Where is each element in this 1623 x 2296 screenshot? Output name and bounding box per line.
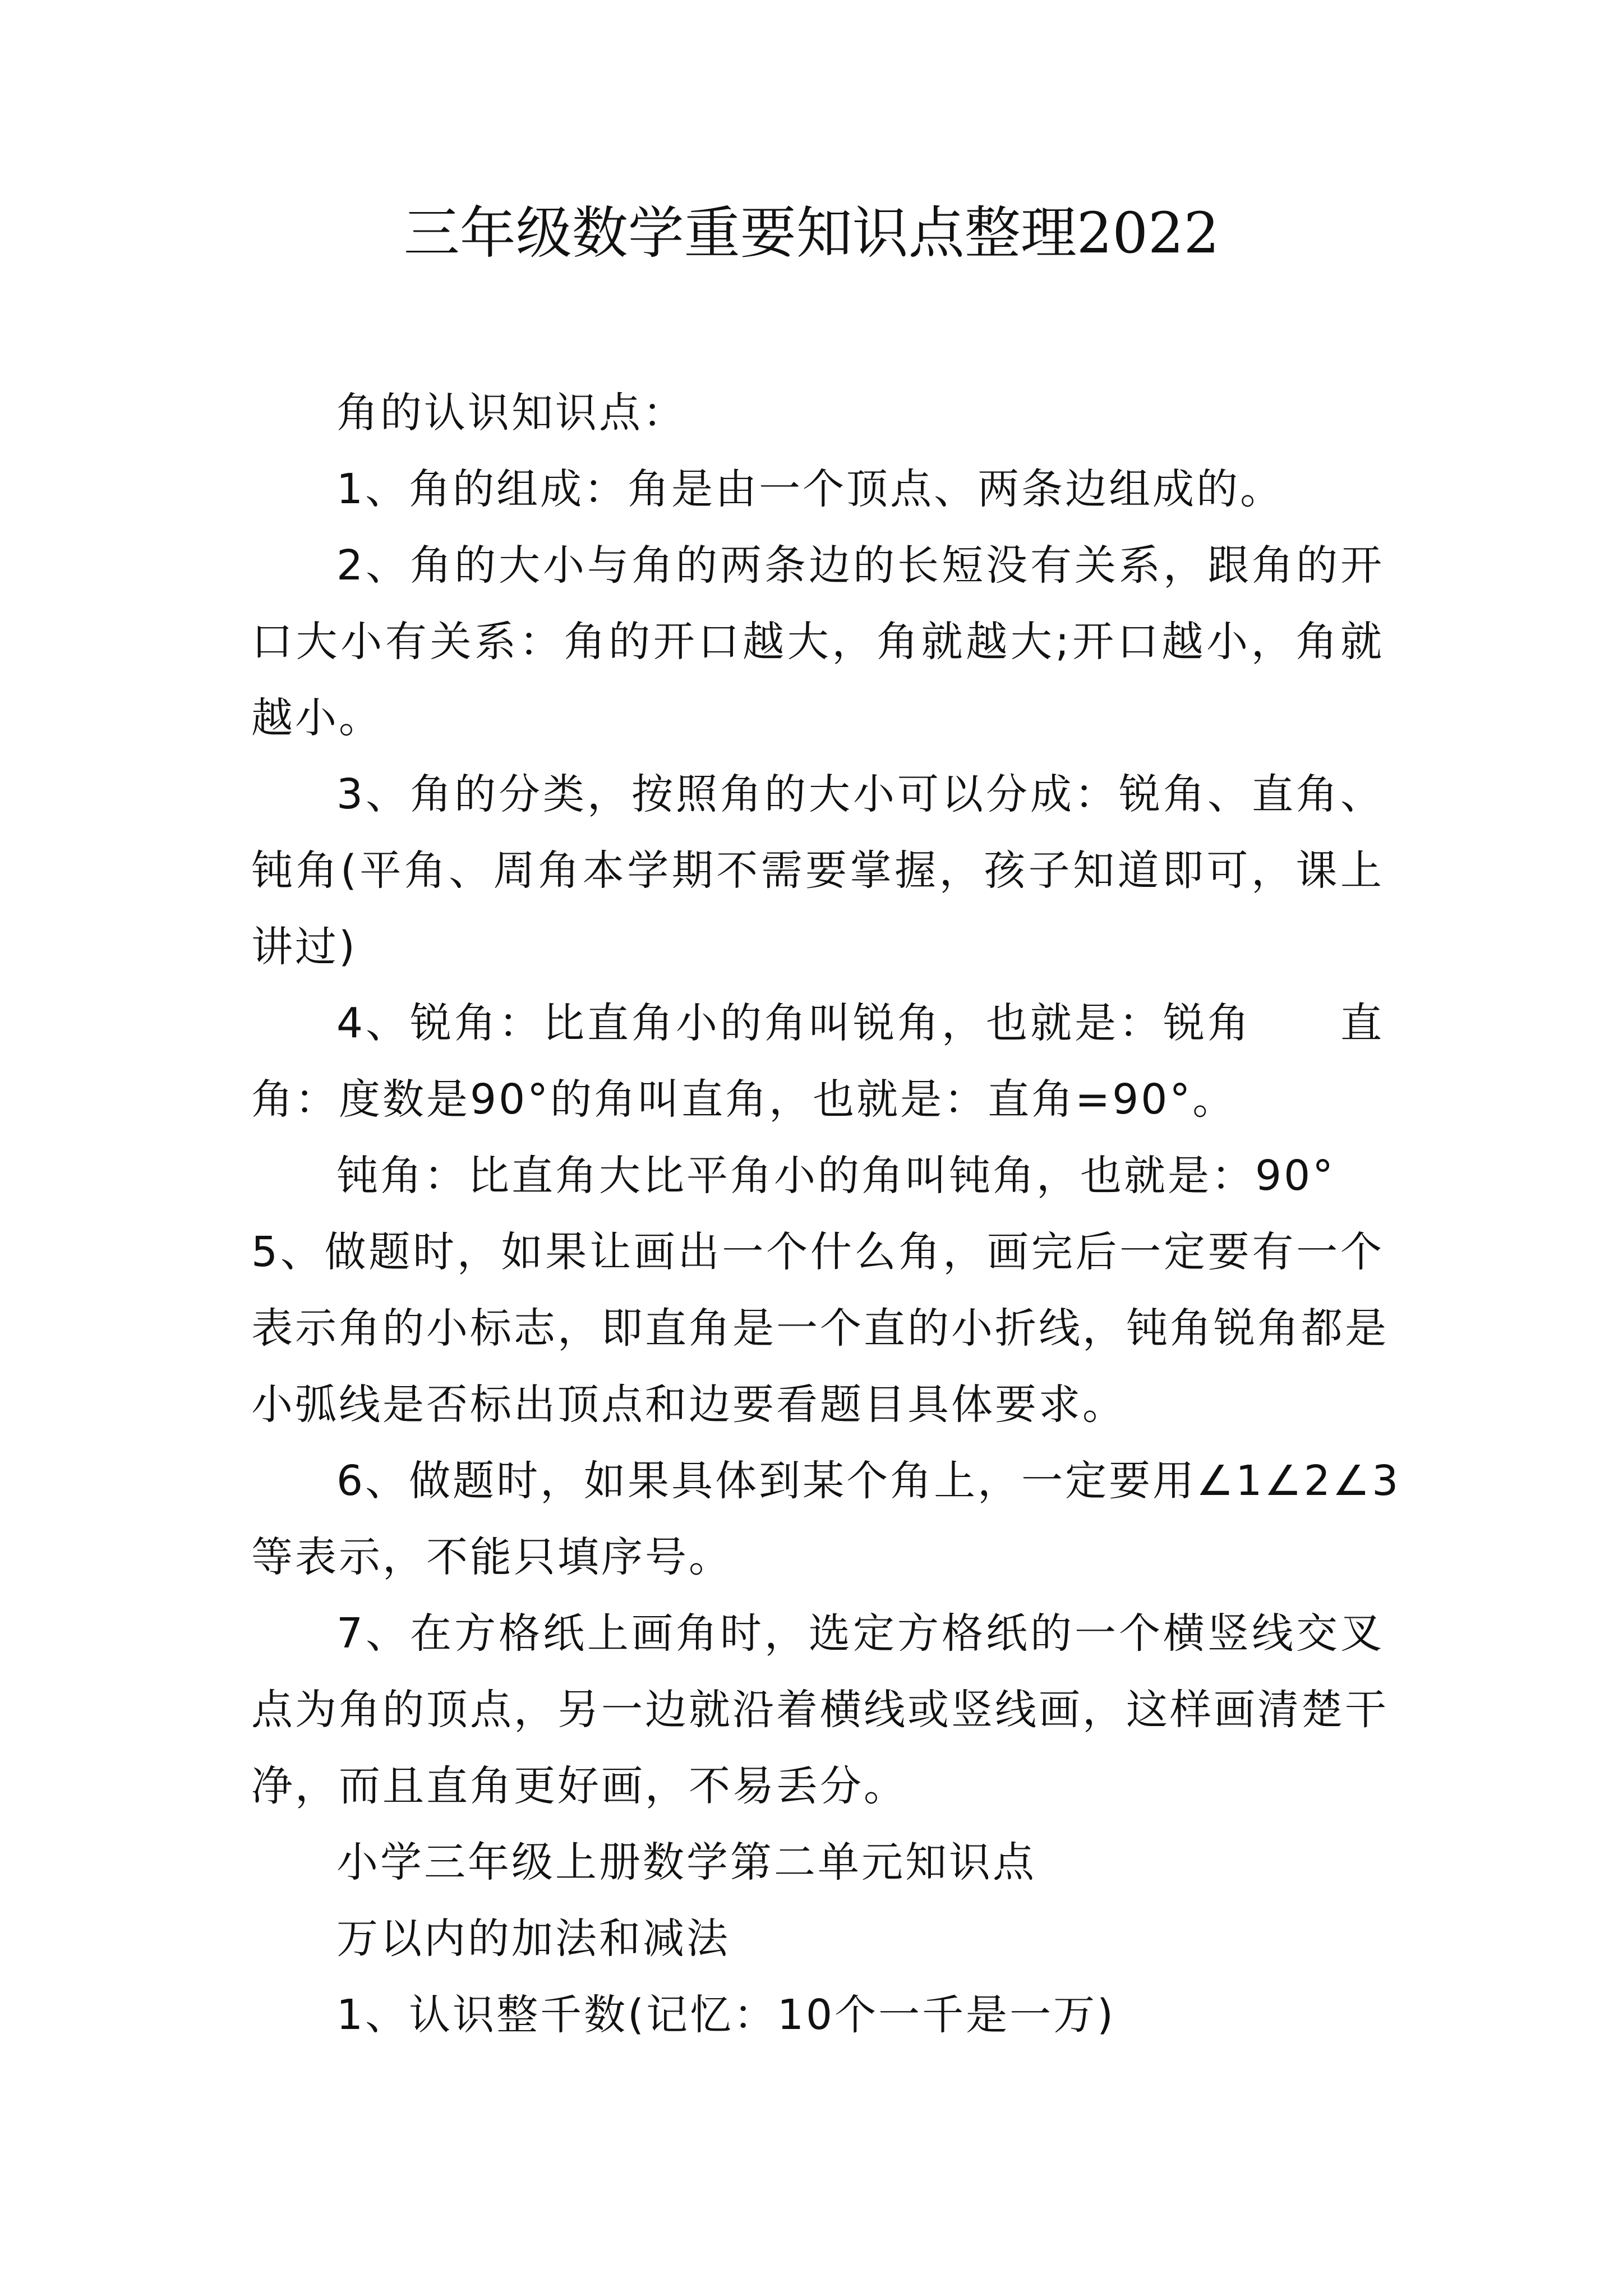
paragraph-line: 讲过) — [251, 923, 357, 971]
paragraph-line: 7、在方格纸上画角时，选定方格纸的一个横竖线交叉 — [336, 1609, 1384, 1658]
paragraph-line: 钝角(平角、周角本学期不需要掌握，孩子知道即可，课上 — [251, 846, 1384, 895]
paragraph-line: 3、角的分类，按照角的大小可以分成：锐角、直角、 — [336, 770, 1384, 818]
paragraph-line: 点为角的顶点，另一边就沿着横线或竖线画，这样画清楚干 — [251, 1686, 1389, 1734]
document-title: 三年级数学重要知识点整理2022 — [403, 200, 1220, 266]
paragraph-line: 6、做题时，如果具体到某个角上，一定要用∠1∠2∠3 — [336, 1457, 1401, 1505]
section-heading-angle: 角的认识知识点： — [336, 389, 686, 437]
paragraph-line: 净，而且直角更好画，不易丢分。 — [251, 1762, 907, 1810]
paragraph-line: 1、角的组成：角是由一个顶点、两条边组成的。 — [336, 465, 1284, 513]
paragraph-line: 小弧线是否标出顶点和边要看题目具体要求。 — [251, 1381, 1126, 1429]
paragraph-line: 角：度数是90°的角叫直角，也就是：直角=90°。 — [251, 1075, 1237, 1124]
paragraph-line: 口大小有关系：角的开口越大，角就越大;开口越小，角就 — [251, 618, 1384, 666]
section-subheading: 万以内的加法和减法 — [336, 1915, 730, 1963]
section-heading-unit-two: 小学三年级上册数学第二单元知识点 — [336, 1838, 1036, 1887]
paragraph-line: 表示角的小标志，即直角是一个直的小折线，钝角锐角都是 — [251, 1304, 1389, 1352]
paragraph-line: 越小。 — [251, 694, 382, 742]
paragraph-line: 1、认识整千数(记忆：10个一千是一万) — [336, 1991, 1115, 2039]
paragraph-line: 4、锐角：比直角小的角叫锐角，也就是：锐角 直 — [336, 999, 1384, 1047]
paragraph-line: 钝角：比直角大比平角小的角叫钝角，也就是：90° — [336, 1152, 1336, 1200]
paragraph-line: 2、角的大小与角的两条边的长短没有关系，跟角的开 — [336, 541, 1384, 590]
paragraph-line: 5、做题时，如果让画出一个什么角，画完后一定要有一个 — [251, 1228, 1384, 1276]
paragraph-line: 等表示，不能只填序号。 — [251, 1533, 732, 1581]
